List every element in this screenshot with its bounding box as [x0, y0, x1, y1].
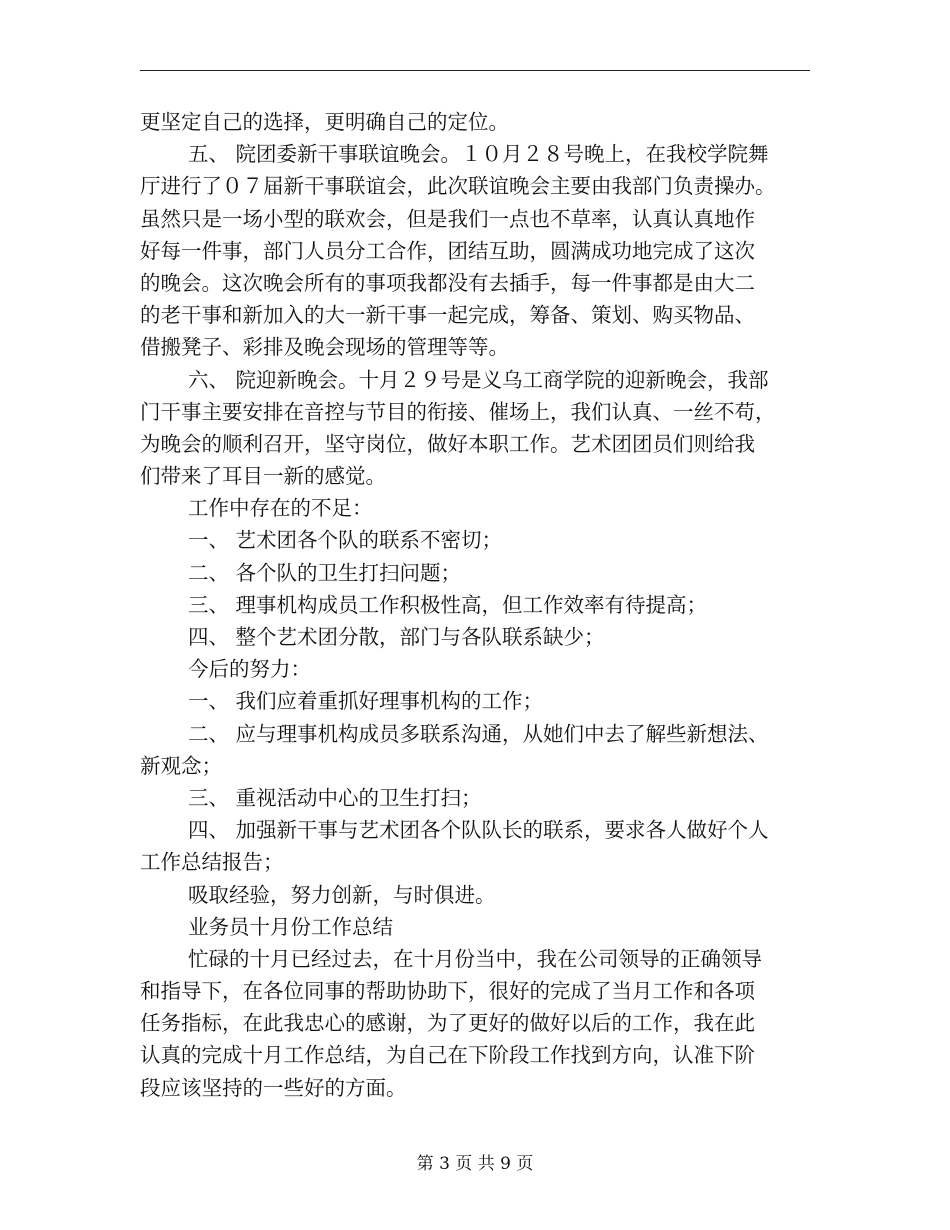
text-line: 忙碌的十月已经过去，在十月份当中，我在公司领导的正确领导 [188, 946, 762, 971]
text-line: 们带来了耳目一新的感觉。 [140, 464, 386, 489]
text-line: 三、 重视活动中心的卫生打扫； [188, 785, 482, 810]
text-line: 的老干事和新加入的大一新干事一起完成，筹备、策划、购买物品、 [140, 303, 755, 328]
text-line: 更坚定自己的选择，更明确自己的定位。 [140, 110, 509, 134]
text-line: 任务指标，在此我忠心的感谢，为了更好的做好以后的工作，我在此 [140, 1011, 755, 1036]
text-line: 厅进行了０７届新干事联谊会，此次联谊晚会主要由我部门负责操办。 [140, 174, 776, 199]
text-line: 段应该坚持的一些好的方面。 [140, 1075, 407, 1100]
text-line: 四、 整个艺术团分散，部门与各队联系缺少； [188, 625, 605, 649]
text-line: 四、 加强新干事与艺术团各个队队长的联系，要求各人做好个人 [188, 818, 769, 843]
text-line: 二、 应与理事机构成员多联系沟通，从她们中去了解些新想法、 [188, 721, 769, 746]
text-line: 六、 院迎新晚会。十月２９号是义乌工商学院的迎新晚会，我部 [188, 367, 769, 392]
text-line: 为晚会的顺利召开，坚守岗位，做好本职工作。艺术团团员们则给我 [140, 431, 755, 456]
text-line: 和指导下，在各位同事的帮助协助下，很好的完成了当月工作和各项 [140, 979, 755, 1004]
text-line: 一、 艺术团各个队的联系不密切； [188, 528, 503, 553]
text-line: 借搬凳子、彩排及晚会现场的管理等等。 [140, 335, 509, 360]
text-line: 工作中存在的不足： [188, 496, 373, 521]
text-line: 今后的努力： [188, 657, 311, 682]
text-line: 吸取经验，努力创新，与时俱进。 [188, 882, 496, 907]
text-line: 认真的完成十月工作总结，为自己在下阶段工作找到方向，认准下阶 [140, 1043, 755, 1068]
text-line: 好每一件事，部门人员分工合作，团结互助，圆满成功地完成了这次 [140, 238, 755, 263]
header-rule [140, 70, 810, 71]
text-line: 二、 各个队的卫生打扫问题； [188, 560, 462, 585]
text-line: 三、 理事机构成员工作积极性高，但工作效率有待提高； [188, 592, 708, 617]
text-line: 工作总结报告； [140, 850, 284, 875]
text-line: 业务员十月份工作总结 [188, 914, 393, 939]
text-line: 五、 院团委新干事联谊晚会。１０月２８号晚上，在我校学院舞 [188, 142, 769, 167]
document-body [140, 106, 812, 1104]
text-line: 一、 我们应着重抓好理事机构的工作； [188, 689, 544, 714]
page-footer: 第 3 页 共 9 页 [416, 1154, 534, 1174]
text-line: 的晚会。这次晚会所有的事项我都没有去插手，每一件事都是由大二 [140, 270, 755, 295]
text-line: 门干事主要安排在音控与节目的衔接、催场上，我们认真、一丝不苟， [140, 399, 776, 424]
text-line: 虽然只是一场小型的联欢会，但是我们一点也不草率，认真认真地作 [140, 206, 755, 231]
text-line: 新观念； [140, 753, 222, 778]
